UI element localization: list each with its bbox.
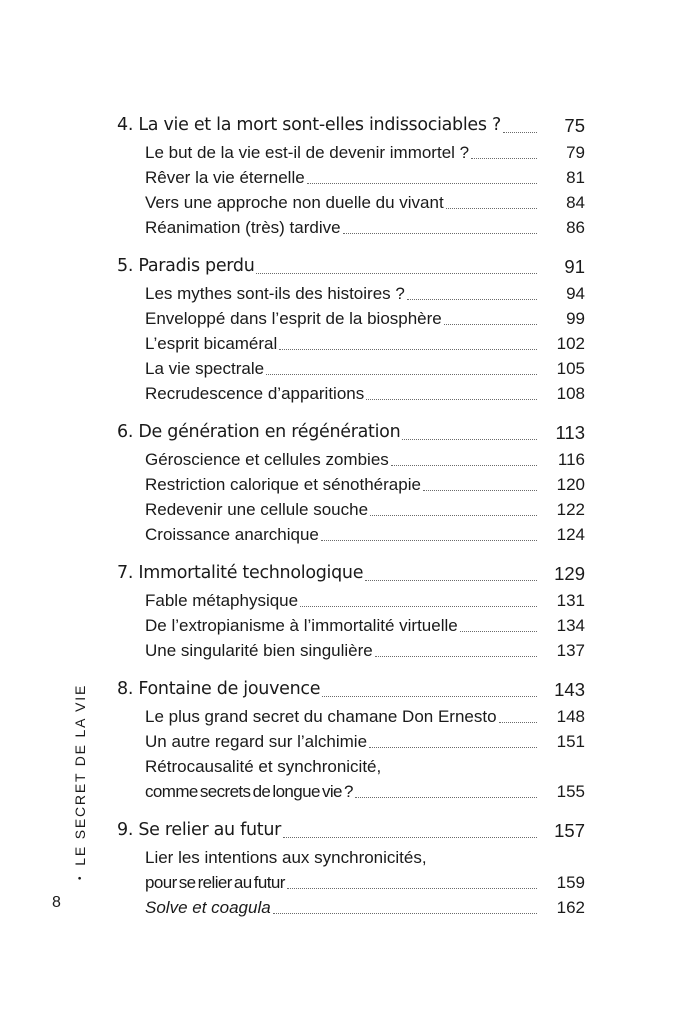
leader-dots	[321, 540, 537, 541]
section-entry	[117, 895, 585, 920]
leader-dots	[266, 374, 537, 375]
section-title: De l’extropianisme à l’immortalité virtuelle	[145, 616, 458, 635]
section-entry	[117, 704, 585, 729]
chapter-page: 91	[564, 256, 585, 277]
chapter-title: 4. La vie et la mort sont-elles indissociables ?	[117, 115, 501, 135]
section-title: Restriction calorique et sénothérapie	[145, 475, 421, 494]
leader-dots	[287, 888, 537, 889]
section-row	[117, 356, 585, 381]
section-page: 116	[557, 450, 585, 469]
section-title: Géroscience et cellules zombies	[145, 450, 389, 469]
section-page: 155	[556, 782, 585, 801]
chapter-entry	[117, 253, 585, 280]
chapter-title: 7. Immortalité technologique	[117, 563, 364, 583]
section-page: 162	[556, 898, 585, 917]
section-title: Redevenir une cellule souche	[145, 500, 369, 519]
section-title-line: Lier les intentions aux synchronicités,	[145, 848, 427, 867]
chapter-page: 143	[554, 679, 585, 700]
section-title: Une singularité bien singulière	[145, 641, 373, 660]
section-entry	[117, 754, 585, 804]
page-number: 8	[52, 894, 61, 911]
section-title: Vers une approche non duelle du vivant	[145, 193, 444, 212]
section-title: La vie spectrale	[145, 359, 265, 378]
leader-dots	[499, 722, 537, 723]
leader-dots	[365, 580, 537, 581]
chapter-page: 129	[554, 563, 585, 584]
section-page: 79	[566, 143, 585, 162]
section-page: 105	[556, 359, 585, 378]
running-head-text: LE SECRET DE LA VIE	[72, 683, 88, 866]
section-entry	[117, 215, 585, 240]
section-entry	[117, 613, 585, 638]
chapter-entry	[117, 676, 585, 703]
section-page: 81	[566, 168, 585, 187]
leader-dots	[355, 797, 537, 798]
section-entry	[117, 845, 585, 895]
section-entry	[117, 281, 585, 306]
leader-dots	[279, 349, 537, 350]
section-row	[117, 704, 585, 729]
leader-dots	[307, 183, 537, 184]
section-page: 159	[556, 873, 585, 892]
leader-dots	[446, 208, 537, 209]
section-row	[117, 215, 585, 240]
section-title: Recrudescence d’apparitions	[145, 384, 365, 403]
section-page: 99	[566, 309, 585, 328]
section-row	[117, 613, 585, 638]
chapter-page: 157	[554, 820, 585, 841]
chapter-page: 75	[564, 115, 585, 136]
chapter-title: 9. Se relier au futur	[117, 820, 282, 840]
leader-dots	[503, 132, 537, 133]
chapter-block	[117, 817, 585, 920]
section-entry	[117, 522, 585, 547]
chapter-page: 113	[555, 422, 585, 443]
section-title: L’esprit bicaméral	[145, 334, 278, 353]
leader-dots	[273, 913, 537, 914]
section-row	[117, 306, 585, 331]
leader-dots	[407, 299, 537, 300]
section-entry	[117, 638, 585, 663]
chapter-block	[117, 419, 585, 547]
chapter-title: 8. Fontaine de jouvence	[117, 679, 321, 699]
chapter-entry	[117, 112, 585, 139]
section-page: 94	[566, 284, 585, 303]
section-title: Les mythes sont-ils des histoires ?	[145, 284, 405, 303]
section-title: Un autre regard sur l’alchimie	[145, 732, 368, 751]
section-entry	[117, 140, 585, 165]
leader-dots	[402, 439, 537, 440]
section-title: Fable métaphysique	[145, 591, 299, 610]
section-page: 102	[556, 334, 585, 353]
section-entry	[117, 447, 585, 472]
section-title-line: Rétrocausalité et synchronicité,	[145, 757, 382, 776]
section-page: 120	[556, 475, 585, 494]
leader-dots	[300, 606, 537, 607]
section-row	[117, 870, 585, 895]
section-row	[117, 165, 585, 190]
leader-dots	[283, 837, 537, 838]
leader-dots	[256, 273, 537, 274]
section-entry	[117, 729, 585, 754]
section-row	[117, 190, 585, 215]
chapter-block	[117, 253, 585, 406]
section-title: pour se relier au futur	[145, 873, 285, 892]
section-title: comme secrets de longue vie ?	[145, 782, 353, 801]
section-entry	[117, 165, 585, 190]
chapter-entry	[117, 560, 585, 587]
section-title: Le but de la vie est-il de devenir immortel ?	[145, 143, 470, 162]
section-row	[117, 588, 585, 613]
section-entry	[117, 497, 585, 522]
leader-dots	[343, 233, 537, 234]
leader-dots	[423, 490, 537, 491]
leader-dots	[322, 696, 537, 697]
section-title: Enveloppé dans l’esprit de la biosphère	[145, 309, 442, 328]
section-row	[117, 140, 585, 165]
section-page: 137	[556, 641, 585, 660]
chapter-block	[117, 676, 585, 804]
section-entry	[117, 588, 585, 613]
section-entry	[117, 356, 585, 381]
section-row	[117, 729, 585, 754]
leader-dots	[391, 465, 537, 466]
section-title: Solve et coagula	[145, 898, 271, 917]
section-page: 84	[566, 193, 585, 212]
leader-dots	[375, 656, 537, 657]
chapter-entry	[117, 817, 585, 844]
section-page: 131	[556, 591, 585, 610]
section-page: 148	[556, 707, 585, 726]
leader-dots	[370, 515, 537, 516]
section-entry	[117, 190, 585, 215]
section-page: 134	[556, 616, 585, 635]
section-title: Réanimation (très) tardive	[145, 218, 341, 237]
section-page: 122	[556, 500, 585, 519]
leader-dots	[471, 158, 537, 159]
section-page: 86	[566, 218, 585, 237]
section-row	[117, 331, 585, 356]
leader-dots	[366, 399, 537, 400]
running-head-bullet: •	[74, 874, 86, 880]
section-row	[117, 638, 585, 663]
section-row	[117, 447, 585, 472]
section-entry	[117, 331, 585, 356]
section-row	[117, 522, 585, 547]
section-title: Rêver la vie éternelle	[145, 168, 305, 187]
section-page: 151	[556, 732, 585, 751]
leader-dots	[444, 324, 537, 325]
section-title: Croissance anarchique	[145, 525, 319, 544]
section-row	[117, 381, 585, 406]
section-entry	[117, 472, 585, 497]
chapter-entry	[117, 419, 585, 446]
running-head	[72, 684, 88, 880]
section-entry	[117, 381, 585, 406]
chapter-block	[117, 560, 585, 663]
chapter-title: 6. De génération en régénération	[117, 422, 401, 442]
section-entry	[117, 306, 585, 331]
table-of-contents	[117, 112, 585, 933]
section-row	[117, 281, 585, 306]
leader-dots	[369, 747, 537, 748]
section-page: 124	[556, 525, 585, 544]
chapter-title: 5. Paradis perdu	[117, 256, 255, 276]
section-row	[117, 779, 585, 804]
section-row	[117, 497, 585, 522]
leader-dots	[460, 631, 537, 632]
section-page: 108	[556, 384, 585, 403]
section-title: Le plus grand secret du chamane Don Ernesto	[145, 707, 497, 726]
chapter-block	[117, 112, 585, 240]
section-row	[117, 472, 585, 497]
section-row	[117, 895, 585, 920]
